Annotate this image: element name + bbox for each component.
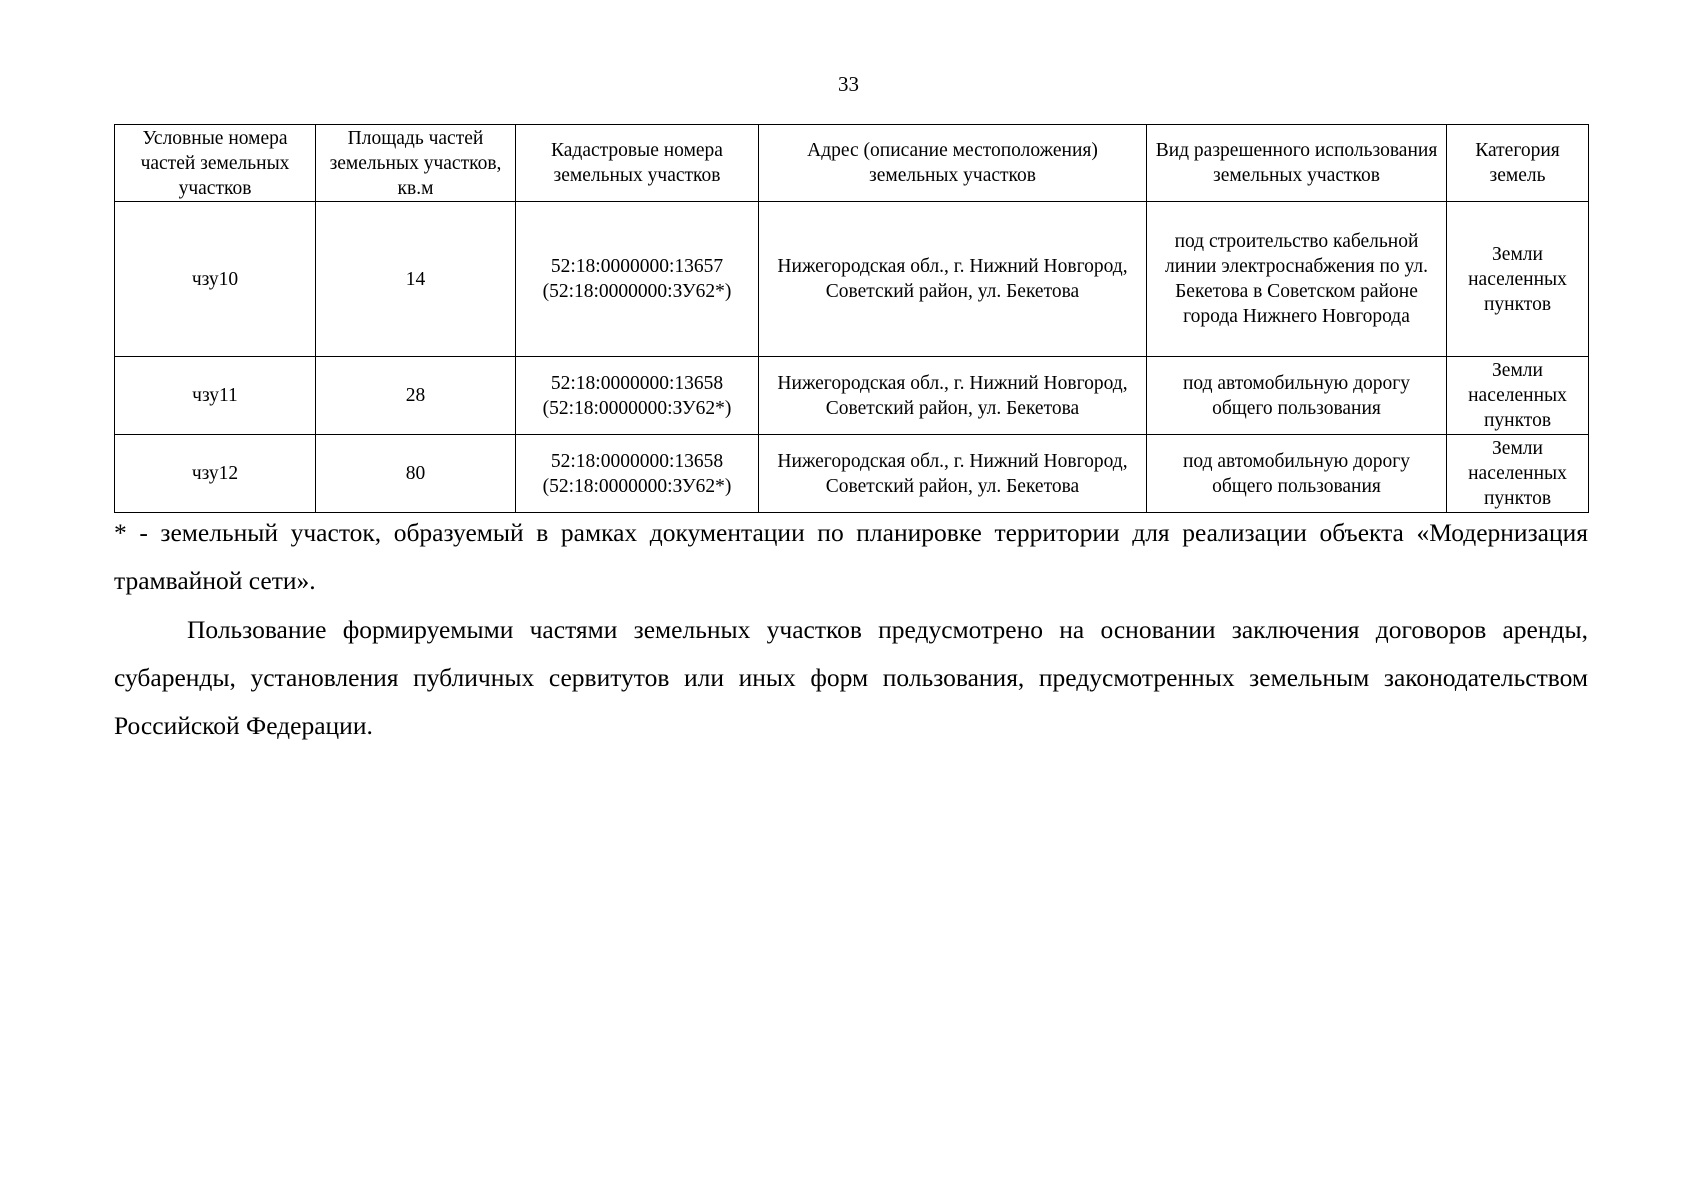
cell-address: Нижегородская обл., г. Нижний Новгород, Советский район, ул. Бекетова: [759, 202, 1147, 357]
table-row: [115, 435, 1589, 513]
cell-cadastral-number: [516, 435, 759, 513]
header-plot-part-area: Площадь частей земельных участков, кв.м: [316, 125, 516, 202]
header-land-category: Категория земель: [1447, 125, 1589, 202]
cell-land-category: Земли населенных пунктов: [1447, 202, 1589, 357]
cell-permitted-use: под автомобильную дорогу общего пользования: [1147, 357, 1447, 435]
header-plot-part-number: Условные номера частей земельных участков: [115, 125, 316, 202]
cell-permitted-use: под строительство кабельной линии электроснабжения по ул. Бекетова в Советском районе города Нижнего Новгорода: [1147, 202, 1447, 357]
table-row: [115, 357, 1589, 435]
header-permitted-use: Вид разрешенного использования земельных участков: [1147, 125, 1447, 202]
cell-address: Нижегородская обл., г. Нижний Новгород, Советский район, ул. Бекетова: [759, 435, 1147, 513]
cell-area: 80: [316, 435, 516, 513]
cell-cadastral-number: [516, 357, 759, 435]
cadastral-note: (52:18:0000000:ЗУ62*): [542, 281, 732, 302]
cell-permitted-use: под автомобильную дорогу общего пользования: [1147, 435, 1447, 513]
cadastral-number: 52:18:0000000:13657: [550, 256, 724, 277]
body-paragraph: Пользование формируемыми частями земельных участков предусмотрено на основании заключения договоров аренды, субаренды, установления публичных сервитутов или иных форм пользования, предусмотренных земельным законодательством Российской Федерации.: [114, 615, 1588, 740]
cadastral-number: 52:18:0000000:13658: [550, 450, 724, 472]
table-header-row: [115, 125, 1589, 202]
cell-land-category: Земли населенных пунктов: [1447, 435, 1589, 513]
cell-land-category: Земли населенных пунктов: [1447, 357, 1589, 435]
cell-plot-part-number: чзу10: [115, 202, 316, 357]
cell-cadastral-number: [516, 202, 759, 357]
cadastral-number: 52:18:0000000:13658: [550, 372, 724, 394]
header-cadastral-number: Кадастровые номера земельных участков: [516, 125, 759, 202]
land-plots-table: [114, 124, 1589, 513]
cadastral-note: (52:18:0000000:ЗУ62*): [542, 475, 732, 497]
cell-plot-part-number: чзу12: [115, 435, 316, 513]
table-footnote: * - земельный участок, образуемый в рамках документации по планировке территории для реализации объекта «Модернизация трамвайной сети».: [114, 518, 1588, 595]
table-row: [115, 202, 1589, 357]
header-address: Адрес (описание местоположения) земельных участков: [759, 125, 1147, 202]
cell-plot-part-number: чзу11: [115, 357, 316, 435]
page-number: 33: [838, 72, 859, 96]
cell-area: 14: [316, 202, 516, 357]
cell-address: Нижегородская обл., г. Нижний Новгород, Советский район, ул. Бекетова: [759, 357, 1147, 435]
cell-area: 28: [316, 357, 516, 435]
cadastral-note: (52:18:0000000:ЗУ62*): [542, 397, 732, 419]
